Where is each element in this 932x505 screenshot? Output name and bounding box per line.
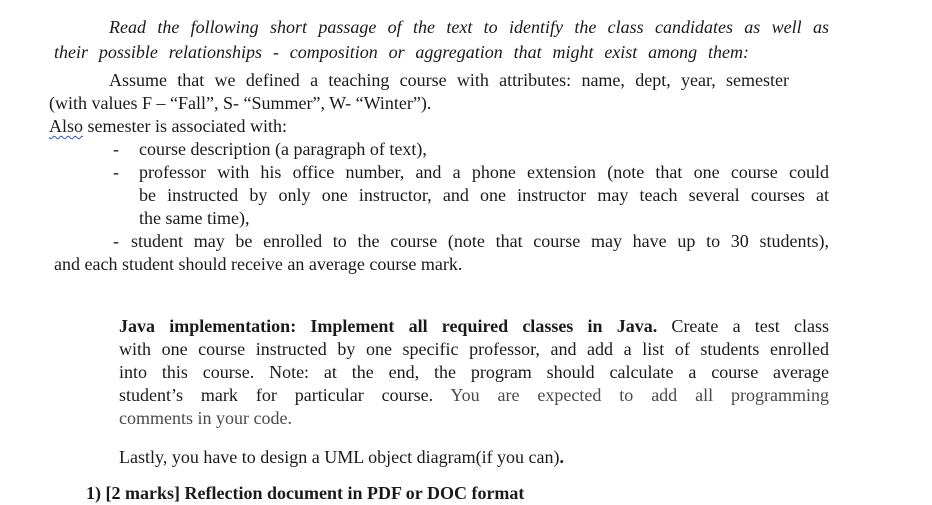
bullet-item-1: course description (a paragraph of text), [139,139,427,159]
uml-period: . [559,447,565,467]
assume-line-1: Assume that we defined a teaching course with attributes: name, dept, year, semester [109,70,789,90]
bullet-item-2-line-2: be instructed by only one instructor, and one instructor may teach several courses at [139,185,829,205]
bullet-item-3-line-1: student may be enrolled to the course (note that course may have up to 30 students), [131,231,829,251]
java-line-2: with one course instructed by one specific professor, and add a list of students enrolled [119,339,829,359]
bullet-item-2-line-1: professor with his office number, and a phone extension (note that one course could [139,162,829,182]
java-line-4-b: You are expected to add all programming [450,385,829,405]
bullet-item-3-line-2: and each student should receive an average course mark. [54,254,463,274]
assume-line-3-rest: semester is associated with: [83,116,287,136]
assume-line-3 [49,115,287,138]
java-line-3: into this course. Note: at the end, the program should calculate a course average [119,362,829,382]
assume-line-2: (with values F – “Fall”, S- “Summer”, W- “Winter”). [49,93,432,113]
bullet-dash-1: - [113,139,119,159]
uml-line [119,446,564,469]
java-line-1-rest: Create a test class [657,316,829,336]
bullet-dash-2: - [113,162,119,182]
intro-line-1: Read the following short passage of the text to identify the class candidates as well as [109,17,829,37]
bullet-dash-3: - [113,231,119,251]
spellcheck-word: Also [49,116,84,136]
java-line-1 [119,315,829,338]
java-line-4 [119,384,829,407]
java-bold-lead: Java implementation: Implement all required classes in Java. [119,316,658,336]
java-line-5: comments in your code. [119,408,292,428]
cutoff-heading: 1) [2 marks] Reflection document in PDF or DOC format [86,483,525,503]
uml-text: Lastly, you have to design a UML object diagram(if you can) [119,447,560,467]
bullet-item-2-line-3: the same time), [139,208,250,228]
intro-line-2: their possible relationships - composition or aggregation that might exist among them: [54,42,749,62]
java-line-4-a: student’s mark for particular course. [119,385,451,405]
